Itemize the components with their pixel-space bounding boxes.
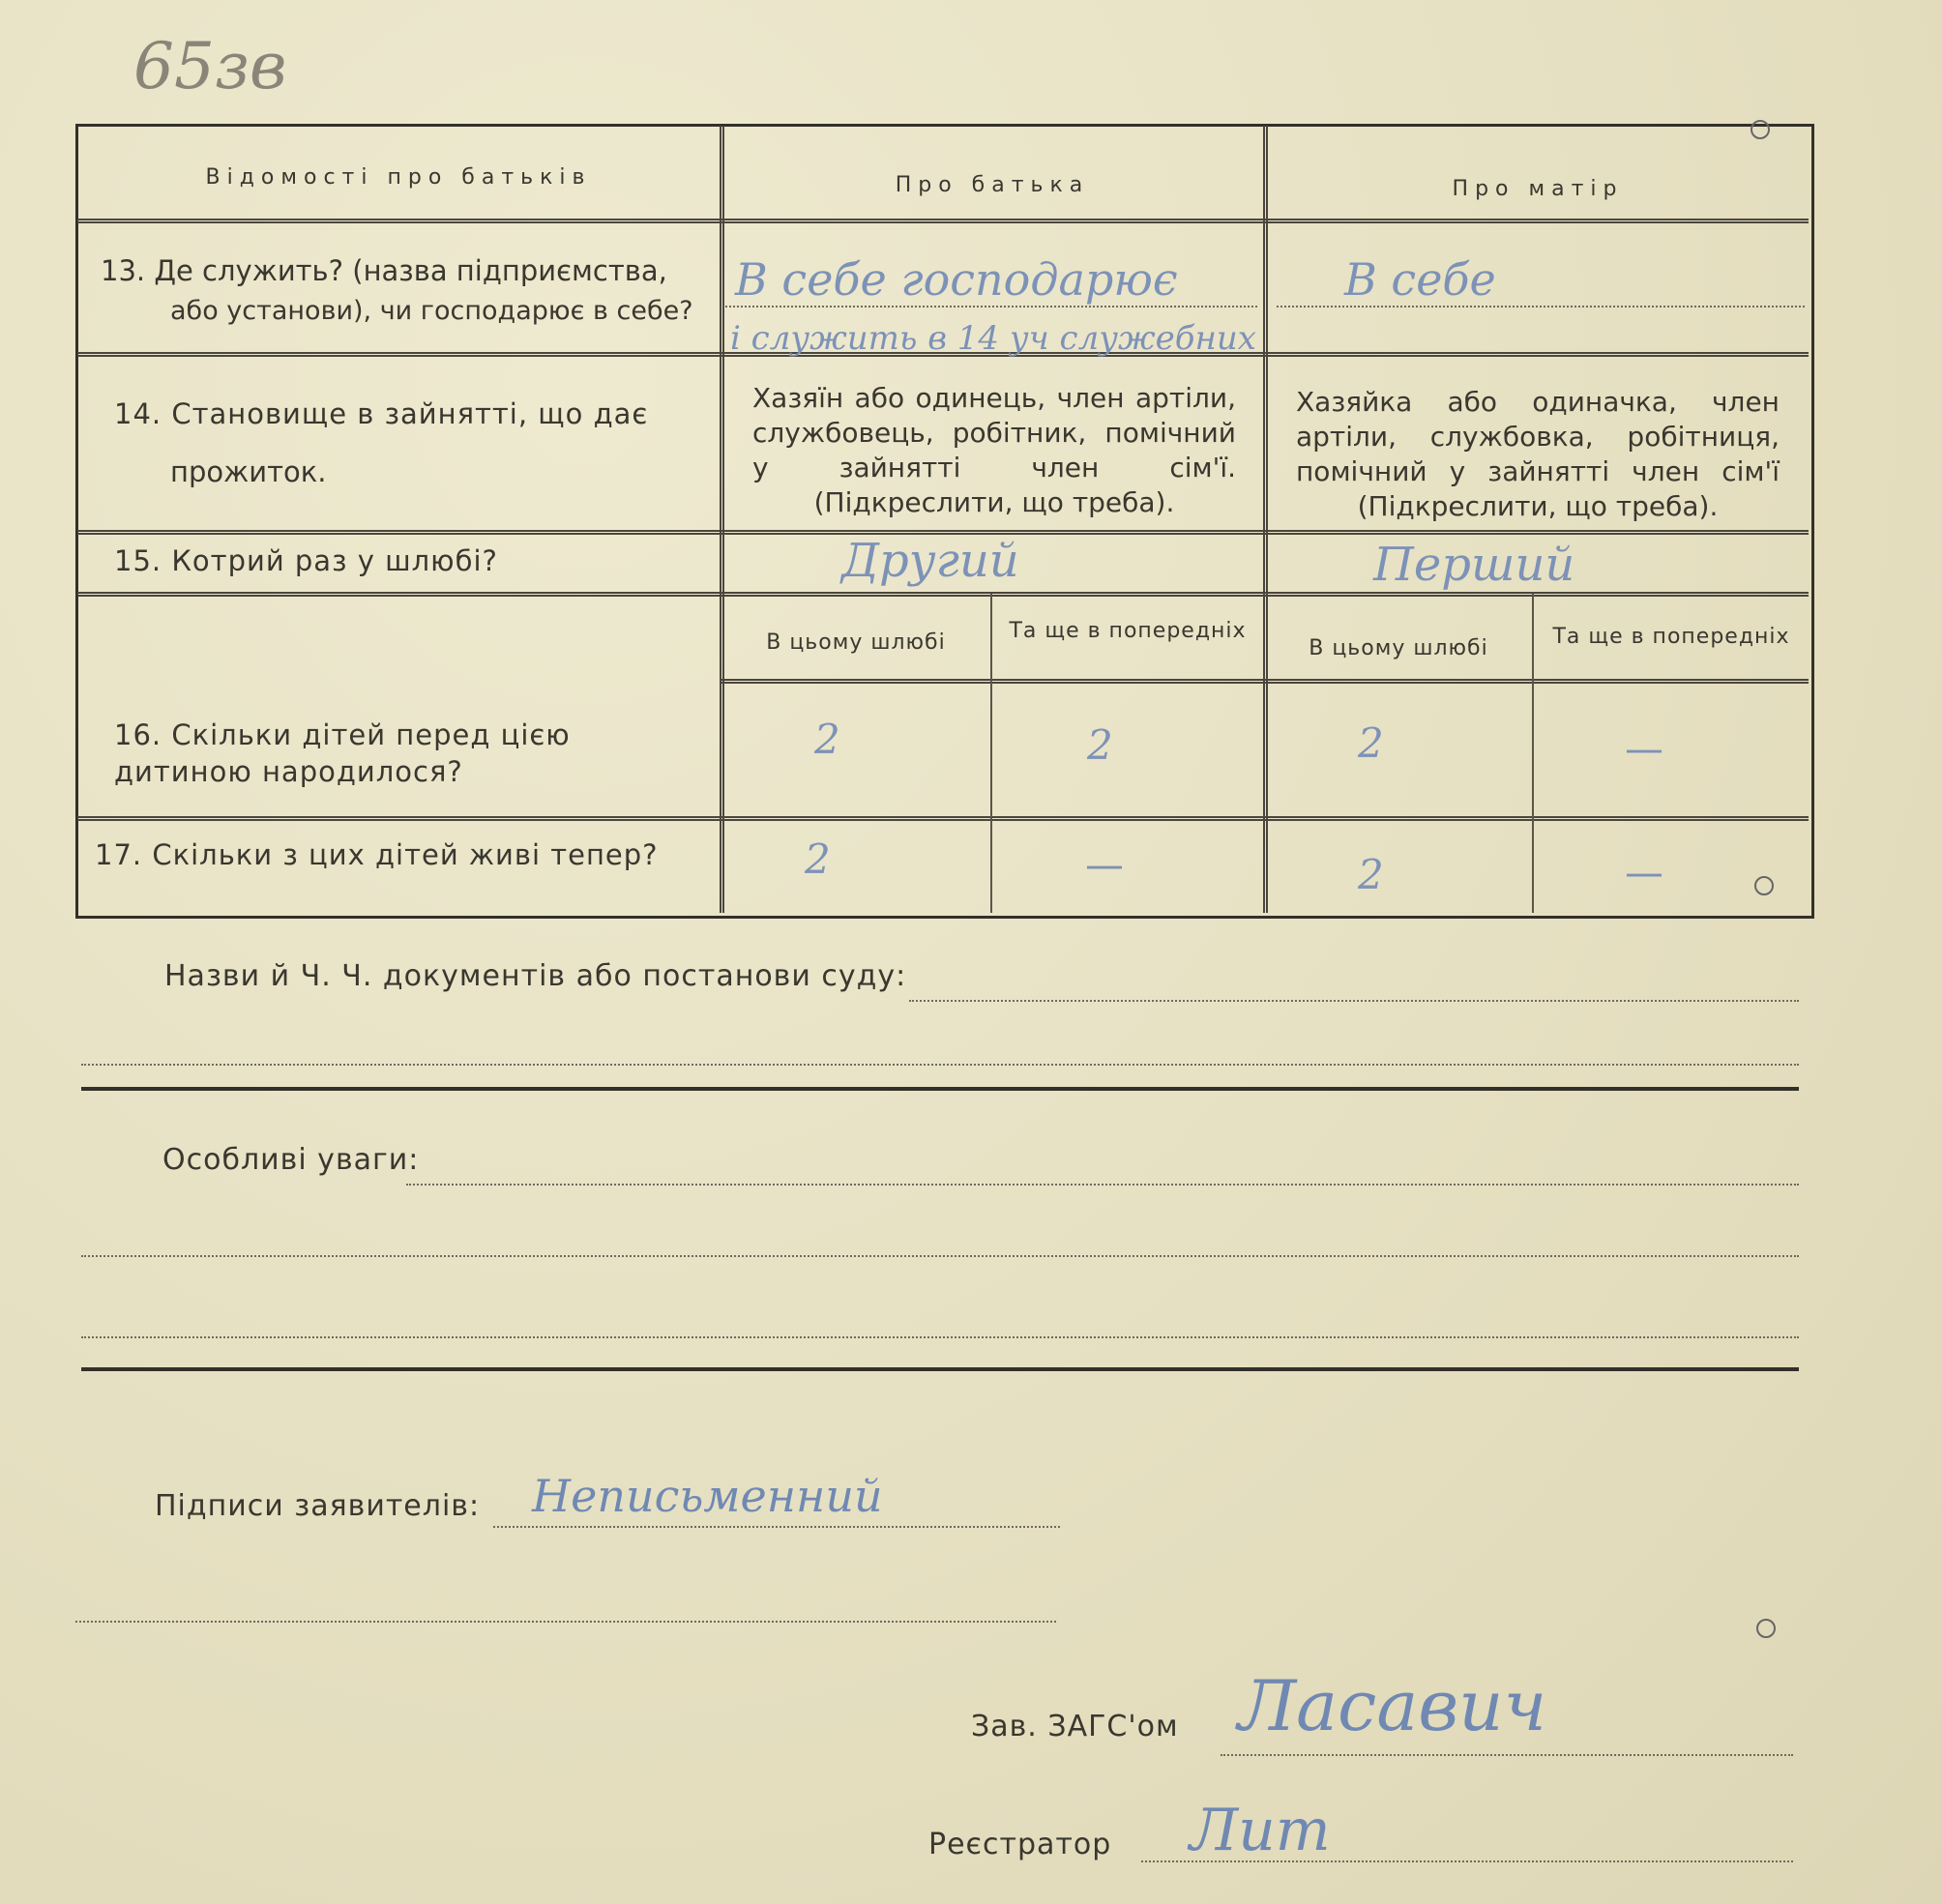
q16-mother-this: 2 [1358, 719, 1384, 767]
notes-line-3 [81, 1336, 1799, 1338]
col-divider-father [990, 594, 992, 913]
q16-mother-prev: — [1625, 727, 1663, 772]
q15-mother-value: Перший [1373, 538, 1575, 592]
notes-rule [81, 1367, 1799, 1371]
q17-mother-prev: — [1625, 851, 1663, 895]
row15-divider [77, 592, 1809, 597]
q15-label: 15. Котрий раз у шлюбі? [114, 544, 498, 577]
binding-hole [1756, 1619, 1776, 1638]
q17-father-prev: — [1085, 843, 1124, 888]
col-divider-mother [1532, 594, 1534, 913]
subheader-father-prev: Та ще в попередніх [1009, 619, 1247, 643]
applicant-signature: Неписьменний [532, 1470, 883, 1522]
header-father: Про батька [895, 173, 1090, 197]
row16-divider [77, 816, 1809, 821]
col-divider-2 [1263, 126, 1268, 913]
signatures-label: Підписи заявителів: [155, 1489, 481, 1523]
notes-line-2 [81, 1255, 1799, 1257]
q13-mother-line [1277, 306, 1805, 308]
header-mother: Про матір [1452, 177, 1624, 201]
q16-label: 16. Скільки дітей перед цією дитиною народилося? [114, 718, 571, 788]
subheader-mother-prev: Та ще в попередніх [1552, 625, 1790, 649]
binding-hole [1751, 120, 1770, 139]
documents-rule [81, 1087, 1799, 1091]
q14-father-options: Хазяїн або одинець, член артіли, службовець, робітник, помічний у зайнятті член сім'ї. (Підкреслити, що треба). [752, 382, 1236, 518]
signatures-line-1 [493, 1526, 1060, 1528]
subheader-father-this: В цьому шлюбі [766, 630, 946, 655]
binding-hole [1754, 876, 1774, 895]
q17-father-this: 2 [805, 835, 831, 883]
q13-father-value: В себе господарює [735, 253, 1178, 306]
header-parents-info: Відомості про батьків [205, 165, 592, 190]
head-signature: Ласавич [1238, 1665, 1547, 1746]
head-line [1221, 1754, 1793, 1756]
q13-father-value-2: і служить в 14 уч служебних [730, 319, 1256, 358]
head-label: Зав. ЗАГС'ом [971, 1710, 1179, 1743]
q14-label: 14. Становище в зайнятті, що дає [114, 397, 649, 430]
q13-label-cont: або установи), чи господарює в себе? [170, 296, 693, 326]
registrar-signature: Лит [1190, 1797, 1331, 1864]
header-divider [77, 219, 1809, 223]
q17-mother-this: 2 [1358, 851, 1384, 898]
documents-line-2 [81, 1064, 1799, 1066]
subheader-mother-this: В цьому шлюбі [1309, 636, 1488, 660]
q13-mother-value: В себе [1344, 253, 1496, 306]
documents-label: Назви й Ч. Ч. документів або постанови суду: [164, 959, 907, 993]
col-divider-1 [720, 126, 724, 913]
notes-line-1 [406, 1184, 1799, 1186]
q16-father-prev: 2 [1087, 721, 1113, 769]
q16-father-this: 2 [814, 716, 840, 763]
registrar-label: Реєстратор [928, 1828, 1112, 1861]
q14-label-cont: прожиток. [170, 455, 327, 488]
page-number: 65зв [133, 29, 287, 103]
q17-label: 17. Скільки з цих дітей живі тепер? [95, 838, 659, 871]
registrar-line [1141, 1860, 1793, 1862]
q14-mother-options: Хазяйка або одиначка, член артіли, службовка, робітниця, помічний у зайнятті член сім'ї (Підкреслити, що треба). [1296, 386, 1780, 522]
signatures-line-2 [75, 1621, 1056, 1623]
q15-father-value: Другий [841, 534, 1019, 588]
q13-label: 13. Де служить? (назва підприємства, [101, 254, 667, 287]
documents-line-1 [909, 1000, 1799, 1002]
notes-label: Особливі уваги: [162, 1143, 420, 1177]
q13-father-line [725, 306, 1257, 308]
